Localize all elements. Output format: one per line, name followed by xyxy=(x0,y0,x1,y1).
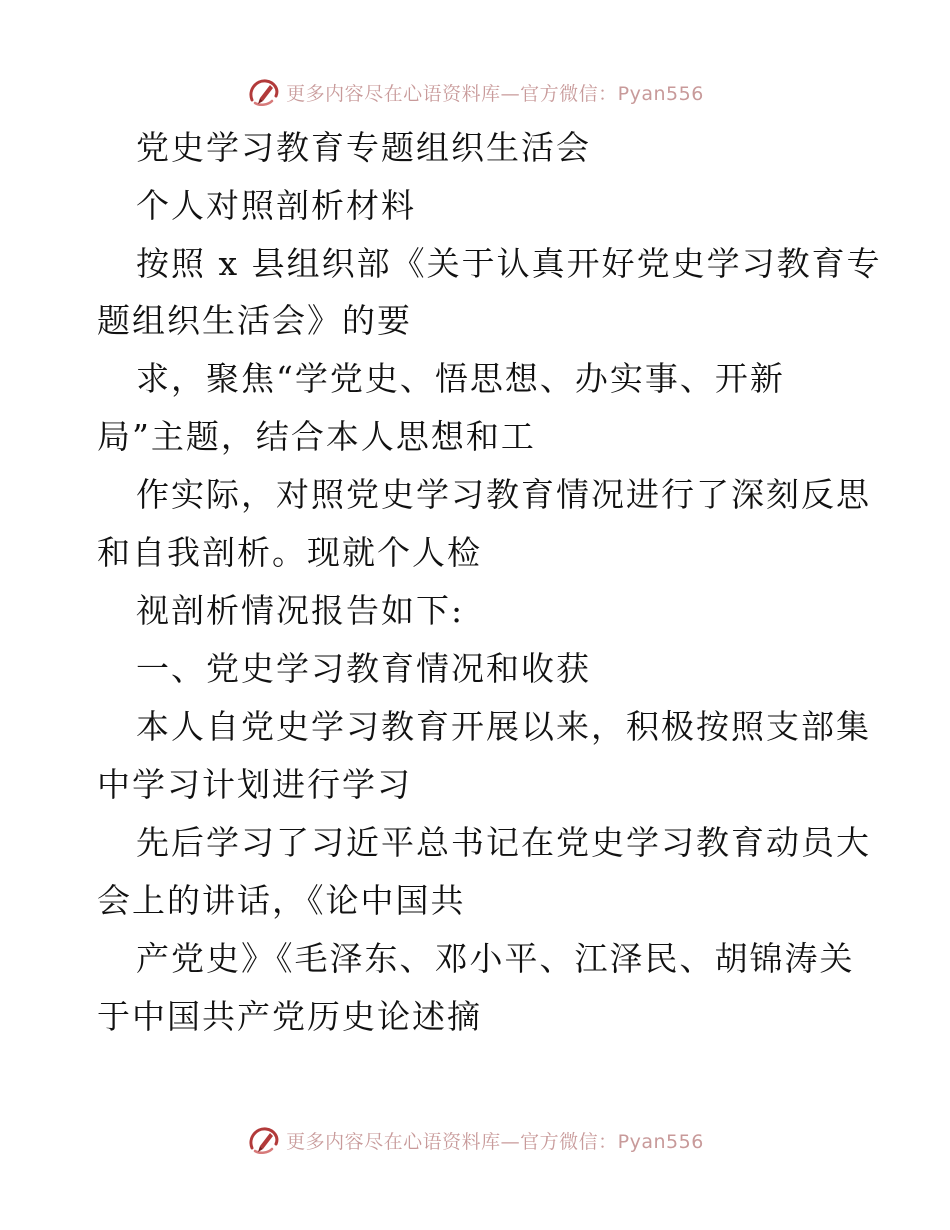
paragraph-line: 视剖析情况报告如下: xyxy=(136,591,465,630)
watermark-text: 更多内容尽在心语资料库—官方微信：Pyan556 xyxy=(286,1130,704,1153)
paragraph-line: 作实际，对照党史学习教育情况进行了深刻反思 xyxy=(136,475,871,514)
header-watermark xyxy=(0,72,950,112)
paragraph-line: 先后学习了习近平总书记在党史学习教育动员大 xyxy=(136,823,871,862)
footer-watermark xyxy=(0,1120,950,1160)
paragraph-line: 中学习计划进行学习 xyxy=(97,765,412,804)
doc-subtitle: 个人对照剖析材料 xyxy=(136,186,416,225)
paragraph-line: 局”主题，结合本人思想和工 xyxy=(97,417,536,456)
paragraph-line: 于中国共产党历史论述摘 xyxy=(97,997,482,1036)
paragraph-line: 求，聚焦“学党史、悟思想、办实事、开新 xyxy=(136,359,785,398)
paragraph-line: 题组织生活会》的要 xyxy=(97,301,412,340)
pen-nib-swirl-icon xyxy=(246,1122,282,1158)
paragraph-line: 本人自党史学习教育开展以来，积极按照支部集 xyxy=(136,707,871,746)
doc-title: 党史学习教育专题组织生活会 xyxy=(136,128,591,167)
pen-nib-swirl-icon xyxy=(246,74,282,110)
watermark-text: 更多内容尽在心语资料库—官方微信：Pyan556 xyxy=(286,82,704,105)
paragraph-line: 和自我剖析。现就个人检 xyxy=(97,533,482,572)
paragraph-line: 产党史》《毛泽东、邓小平、江泽民、胡锦涛关 xyxy=(136,939,855,978)
section-heading: 一、党史学习教育情况和收获 xyxy=(136,649,591,688)
paragraph-line: 按照 x 县组织部《关于认真开好党史学习教育专 xyxy=(136,244,882,283)
paragraph-line: 会上的讲话，《论中国共 xyxy=(97,881,466,920)
